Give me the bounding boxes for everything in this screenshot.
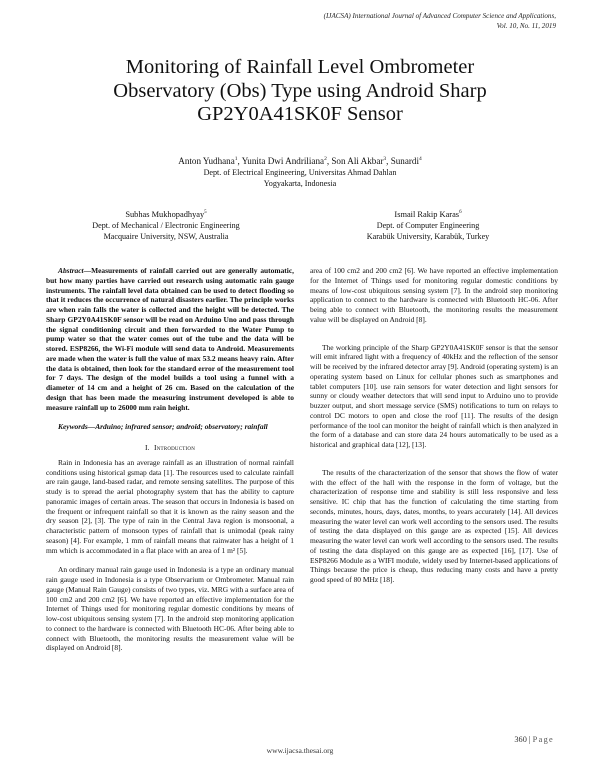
abstract-text: Measurements of rainfall carried out are generally automatic, but how many parties have carried out research using automatic rain gauge instruments. The rainfall level data obtained can be used to detect flooding so that it reduces the occurrence of natural disasters earlier. The principle works are when rain falls the water is collected and the height will be detected. The Sharp GP2Y0A41SK0F sensor will be read on Arduino Uno and pass through the signal conditioning circuit and then forwarded to the Water Pump to pump water so that the water comes out of the tube and the data will be stored. ESP8266, the Wi-Fi module will send data to Android. Measurements are made when the water is full the value of max 53.2 means heavy rain. After the data is obtained, then look for the standard error of the measurement tool for 7 days. The design of the model builds a tool using a funnel with a diameter of 14 cm and a height of 26 cm. Based on the calculation of the design that has been made the measuring instrument developed is able to measure rainfall up to 26000 mm rain height. <box>46 266 294 412</box>
title-line-2: Observatory (Obs) Type using Android Sharp <box>113 79 487 102</box>
author-sup: 2 <box>324 156 327 162</box>
title-line-3: GP2Y0A41SK0F Sensor <box>197 103 403 125</box>
keywords <box>46 422 294 432</box>
affiliation-dept: Dept. of Mechanical / Electronic Engineering <box>92 220 240 230</box>
author-sup: 3 <box>383 156 387 162</box>
section-title: Introduction <box>153 443 196 452</box>
page-number <box>514 735 554 744</box>
affiliation-sup: 5 <box>204 210 207 215</box>
journal-name: (IJACSA) International Journal of Advanced Computer Science and Applications, <box>323 12 556 20</box>
affiliation-university: Karabük University, Karabük, Turkey <box>366 231 490 241</box>
affiliation-sup: 6 <box>459 210 462 215</box>
author-city: Yogyakarta, Indonesia <box>263 179 337 189</box>
page-word: Page <box>532 735 554 744</box>
section-heading <box>46 443 294 453</box>
author-name: Son Ali Akbar <box>331 156 384 167</box>
title-line-1: Monitoring of Rainfall Level Ombrometer <box>125 56 475 78</box>
author-separator: , <box>237 156 242 167</box>
affiliation-right <box>330 207 526 242</box>
journal-header <box>196 12 556 31</box>
affiliation-name: Subhas Mukhopadhyay <box>125 209 205 219</box>
paragraph: The results of the characterization of the sensor that shows the flow of water with the effect of the hall with the response in the form of voltage, but the characterization of response time and stability is still less responsive and less sensitive. IC chip that has the function of calculating the time starting from seconds, minutes, hours, days, dates, months, to years accurately [14]. All devices measuring the water level can work well according to the sensors used. The results of testing the data displayed on this gauge are as expected [15]. All devices measuring the water level can work well according to the sensors used. The results of testing the data displayed on this gauge are as expected [16], [17]. Use of ESP8266 Module as a WIFI module, widely used by Internet-based applications of Things because the price is cheap, thus reducing many costs and have a pretty good speed of 80 MHz [18]. <box>310 467 558 584</box>
keywords-dash: — <box>87 422 96 432</box>
affiliation-university: Macquaire University, NSW, Australia <box>103 231 229 241</box>
paragraph: The working principle of the Sharp GP2Y0A41SK0F sensor is that the sensor will emit infrared light with a frequency of 40kHz and the reflection of the sensor will be received by the infrared detector array [9]. Android (operating system) is an operating system based on Linux for cellular phones such as smartphones and tablet computers [10]. use rain sensors for water detection and light sensors for sunny or cloudy weather detectors that will send input to Arduino uno to provide buzzer output, and short message service (SMS) notifications to turn on relays to control DC motors to open and close the roof [11]. The results of the design performance of the tool can monitor the height of rainfall which is then analyzed in the form of a database and can store data 24 hours automatically to be used as a historical and graphical data [12], [13]. <box>310 342 558 449</box>
page-number-value: 360 <box>514 735 527 744</box>
abstract-dash: — <box>83 266 92 275</box>
left-column <box>46 266 294 653</box>
author-sup: 1 <box>234 156 238 162</box>
author-name: Anton Yudhana <box>178 156 235 167</box>
affiliation-dept: Dept. of Computer Engineering <box>376 220 480 230</box>
author-sup: 4 <box>419 156 422 162</box>
author-block <box>60 153 540 189</box>
author-separator: , <box>326 156 332 167</box>
abstract-label: Abstract <box>58 266 84 275</box>
paragraph: An ordinary manual rain gauge used in Indonesia is a type an ordinary manual rain gauge used in Indonesia is a type Observarium or Ombrometer. Manual rain gauge (Manual Rain Gauge) consists of two types, viz. MRG with a surface area of 100 cm2 and 200 cm2 [6]. We have reported an effective implementation for the Internet of Things used for monitoring regular domestic conditions by means of low-cost ubiquitous sensing system [7]. In the android step monitoring application to connect to the hardware is connected with Bluetooth HC-06. After being able to connect with Bluetooth, the monitoring results the measurement value will be displayed on Android [8]. <box>46 565 294 653</box>
author-separator: , <box>386 156 391 167</box>
keywords-label: Keywords <box>58 422 88 432</box>
page-separator: | <box>526 735 533 744</box>
author-department: Dept. of Electrical Engineering, Universitas Ahmad Dahlan <box>203 168 397 178</box>
author-list <box>60 153 540 167</box>
author-name: Yunita Dwi Andriliana <box>241 156 325 167</box>
affiliation-left <box>68 207 264 242</box>
journal-url: www.ijacsa.thesai.org <box>266 746 334 755</box>
paragraph: Rain in Indonesia has an average rainfall as an illustration of normal rainfall conditions using historical gsmap data [1]. The resources used to calculate rainfall are rain gauge, land-based radar, and remote sensing satellites. The purpose of this study is to spread the aerial photography system that has the ability to capture panoramic images of certain areas. The season that occurs in Indonesia is based on the frequent or infrequent rainfall so that it is known as the rainy season and the dry season [2], [3]. The type of rain in the Central Java region is monsoonal, a characteristic pattern of monsoon types of rainfall that is unimodal (peak rainy season) [4]. For example, 1 mm of rainfall means that rainwater has a height of 1 mm which is accommodated in a flat place with an area of 1 m² [5]. <box>46 457 294 555</box>
journal-volume: Vol. 10, No. 11, 2019 <box>496 21 556 30</box>
paper-title <box>60 56 540 127</box>
paragraph-continued: area of 100 cm2 and 200 cm2 [6]. We have reported an effective implementation for the Internet of Things used for monitoring regular domestic conditions by means of low-cost ubiquitous sensing system [7]. In the android step monitoring application to connect to the hardware is connected with Bluetooth HC-06. After being able to connect with Bluetooth, the monitoring results the measurement value will be displayed on Android [8]. <box>310 266 558 324</box>
keywords-text: Arduino; infrared sensor; android; observatory; rainfall <box>95 422 268 432</box>
right-column <box>310 266 558 585</box>
author-name: Sunardi <box>390 156 419 167</box>
section-number: I. <box>144 443 150 452</box>
affiliation-name: Ismail Rakip Karas <box>394 209 460 219</box>
abstract <box>46 266 294 412</box>
